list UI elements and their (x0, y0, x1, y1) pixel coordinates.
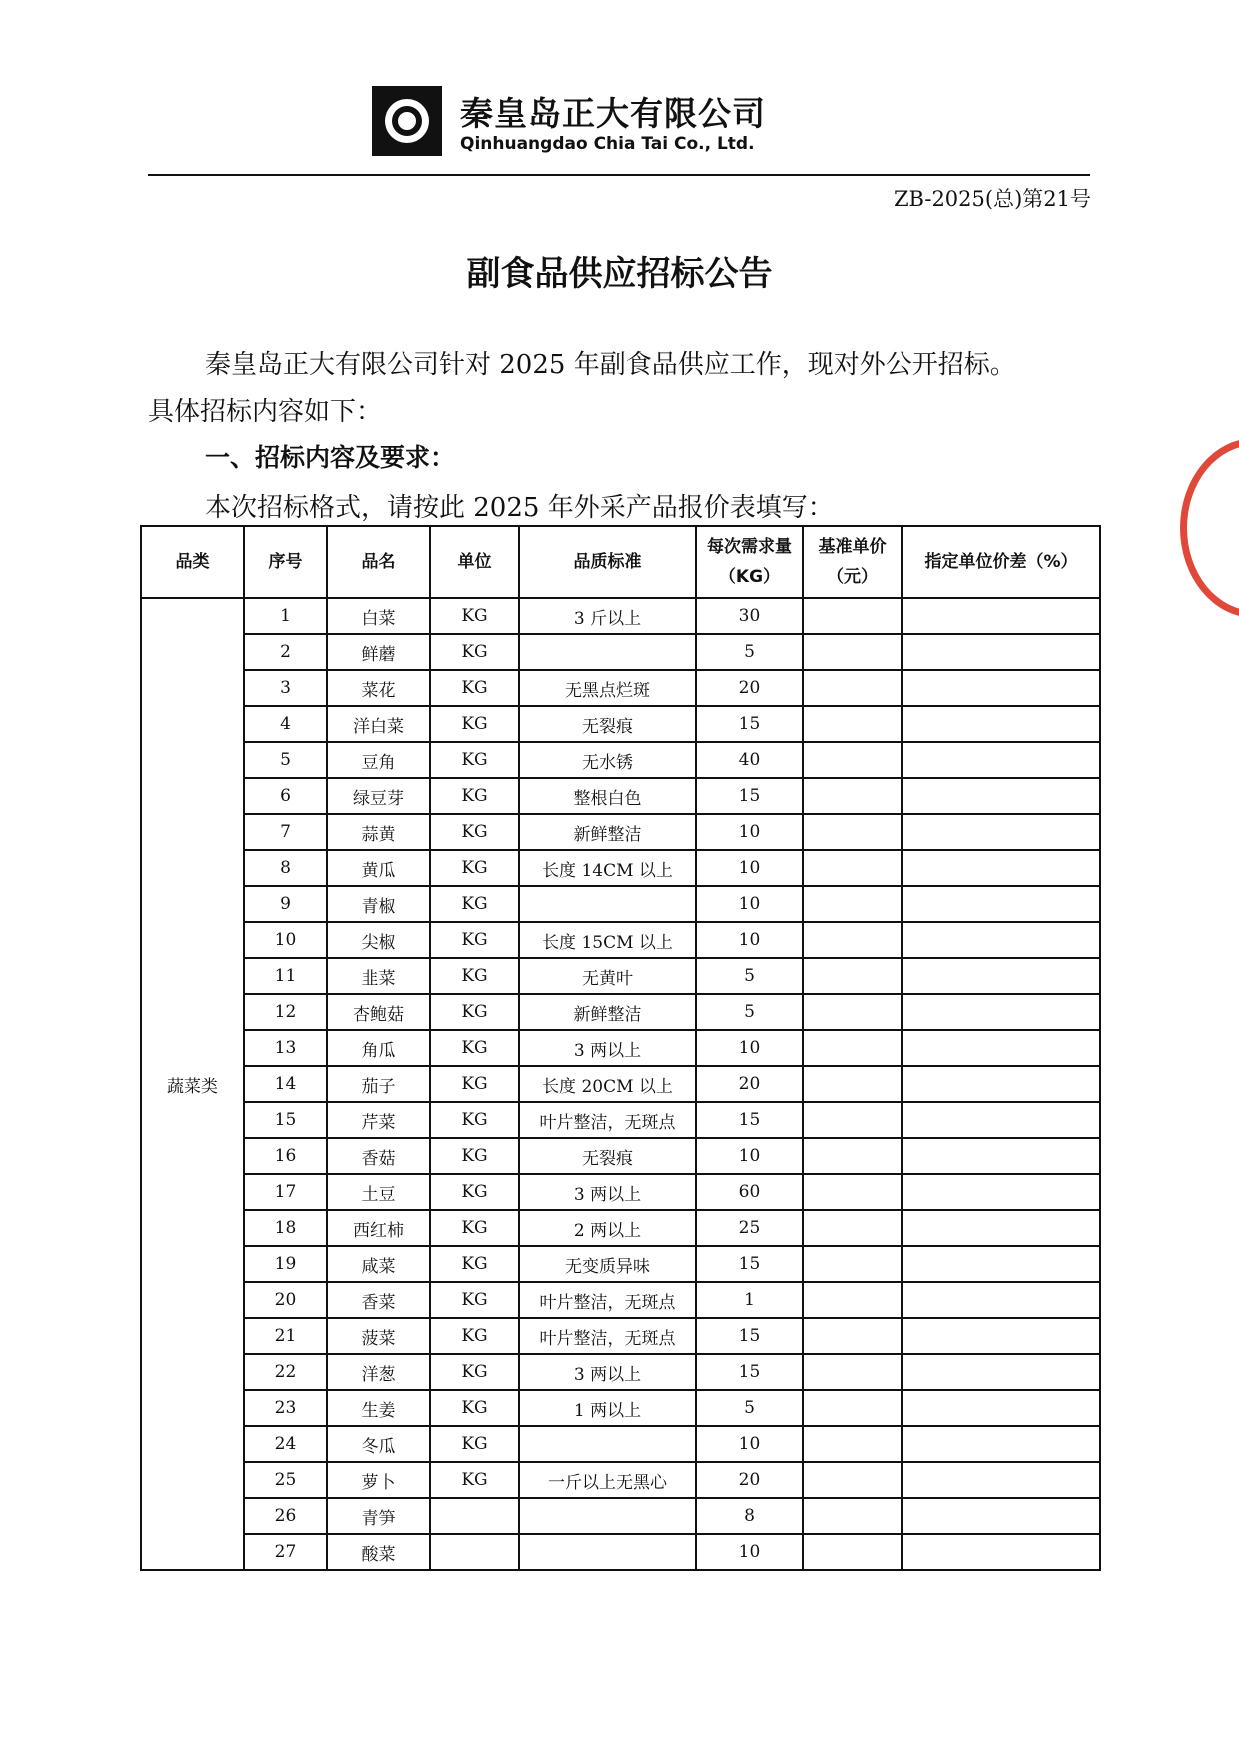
unit-cell: KG (430, 814, 519, 850)
product-name-cell: 青笋 (327, 1498, 430, 1534)
unit-cell: KG (430, 1390, 519, 1426)
quality-standard-cell: 3 两以上 (519, 1354, 696, 1390)
row-number-cell: 6 (244, 778, 327, 814)
product-name-cell: 洋白菜 (327, 706, 430, 742)
quantity-cell: 10 (696, 886, 803, 922)
unit-cell: KG (430, 994, 519, 1030)
row-number-cell: 11 (244, 958, 327, 994)
row-number-cell: 20 (244, 1282, 327, 1318)
quantity-cell: 1 (696, 1282, 803, 1318)
quantity-cell: 20 (696, 1462, 803, 1498)
quality-standard-cell: 叶片整洁，无斑点 (519, 1282, 696, 1318)
row-number-cell: 5 (244, 742, 327, 778)
row-number-cell: 2 (244, 634, 327, 670)
table-row (141, 1246, 1100, 1282)
product-name-cell: 蒜黄 (327, 814, 430, 850)
price-difference-cell (902, 1102, 1100, 1138)
base-price-cell (803, 1426, 902, 1462)
unit-cell: KG (430, 1246, 519, 1282)
unit-cell: KG (430, 1174, 519, 1210)
table-row (141, 958, 1100, 994)
base-price-cell (803, 598, 902, 634)
product-name-cell: 豆角 (327, 742, 430, 778)
column-header: 基准单价（元） (803, 526, 902, 598)
price-difference-cell (902, 850, 1100, 886)
row-number-cell: 3 (244, 670, 327, 706)
product-name-cell: 韭菜 (327, 958, 430, 994)
row-number-cell: 27 (244, 1534, 327, 1570)
quality-standard-cell: 新鲜整洁 (519, 814, 696, 850)
unit-cell (430, 1498, 519, 1534)
row-number-cell: 12 (244, 994, 327, 1030)
table-row (141, 994, 1100, 1030)
price-difference-cell (902, 1138, 1100, 1174)
quantity-cell: 15 (696, 1246, 803, 1282)
price-difference-cell (902, 814, 1100, 850)
table-row (141, 670, 1100, 706)
table-row (141, 778, 1100, 814)
unit-cell: KG (430, 1282, 519, 1318)
unit-cell: KG (430, 850, 519, 886)
row-number-cell: 21 (244, 1318, 327, 1354)
base-price-cell (803, 1534, 902, 1570)
quality-standard-cell (519, 1426, 696, 1462)
row-number-cell: 15 (244, 1102, 327, 1138)
product-name-cell: 酸菜 (327, 1534, 430, 1570)
format-note: 本次招标格式，请按此 2025 年外采产品报价表填写： (205, 493, 834, 523)
intro-line-1: 秦皇岛正大有限公司针对 2025 年副食品供应工作，现对外公开招标。 (205, 350, 1016, 380)
base-price-cell (803, 886, 902, 922)
row-number-cell: 9 (244, 886, 327, 922)
table-row (141, 1138, 1100, 1174)
row-number-cell: 19 (244, 1246, 327, 1282)
table-row (141, 922, 1100, 958)
company-header (372, 86, 792, 166)
product-name-cell: 茄子 (327, 1066, 430, 1102)
company-logo-icon (372, 86, 442, 156)
quality-standard-cell: 无黑点烂斑 (519, 670, 696, 706)
quality-standard-cell: 长度 15CM 以上 (519, 922, 696, 958)
quantity-cell: 10 (696, 850, 803, 886)
base-price-cell (803, 922, 902, 958)
row-number-cell: 7 (244, 814, 327, 850)
row-number-cell: 1 (244, 598, 327, 634)
company-name-en: Qinhuangdao Chia Tai Co., Ltd. (460, 134, 755, 154)
table-row (141, 706, 1100, 742)
base-price-cell (803, 778, 902, 814)
table-row (141, 1282, 1100, 1318)
quantity-cell: 10 (696, 922, 803, 958)
unit-cell: KG (430, 886, 519, 922)
price-difference-cell (902, 742, 1100, 778)
unit-cell: KG (430, 670, 519, 706)
unit-cell: KG (430, 922, 519, 958)
row-number-cell: 23 (244, 1390, 327, 1426)
quality-standard-cell: 一斤以上无黑心 (519, 1462, 696, 1498)
base-price-cell (803, 634, 902, 670)
price-difference-cell (902, 598, 1100, 634)
table-row (141, 1174, 1100, 1210)
unit-cell: KG (430, 778, 519, 814)
base-price-cell (803, 1318, 902, 1354)
table-header-row (141, 526, 1100, 598)
quality-standard-cell: 叶片整洁，无斑点 (519, 1102, 696, 1138)
table-row (141, 886, 1100, 922)
price-difference-cell (902, 1246, 1100, 1282)
product-name-cell: 洋葱 (327, 1354, 430, 1390)
row-number-cell: 24 (244, 1426, 327, 1462)
base-price-cell (803, 994, 902, 1030)
row-number-cell: 8 (244, 850, 327, 886)
price-difference-cell (902, 1030, 1100, 1066)
table-row (141, 634, 1100, 670)
price-difference-cell (902, 1462, 1100, 1498)
price-difference-cell (902, 958, 1100, 994)
row-number-cell: 26 (244, 1498, 327, 1534)
product-name-cell: 生姜 (327, 1390, 430, 1426)
table-row (141, 1354, 1100, 1390)
product-name-cell: 菠菜 (327, 1318, 430, 1354)
column-header: 品质标准 (519, 526, 696, 598)
product-name-cell: 芹菜 (327, 1102, 430, 1138)
row-number-cell: 22 (244, 1354, 327, 1390)
table-row (141, 1426, 1100, 1462)
base-price-cell (803, 1030, 902, 1066)
product-name-cell: 绿豆芽 (327, 778, 430, 814)
unit-cell: KG (430, 1102, 519, 1138)
quality-standard-cell: 无黄叶 (519, 958, 696, 994)
product-name-cell: 青椒 (327, 886, 430, 922)
header-divider (148, 174, 1090, 176)
product-name-cell: 香菇 (327, 1138, 430, 1174)
document-number: ZB-2025(总)第21号 (893, 187, 1091, 211)
product-name-cell: 黄瓜 (327, 850, 430, 886)
price-difference-cell (902, 922, 1100, 958)
row-number-cell: 4 (244, 706, 327, 742)
quantity-cell: 10 (696, 814, 803, 850)
price-difference-cell (902, 1318, 1100, 1354)
quantity-cell: 8 (696, 1498, 803, 1534)
base-price-cell (803, 1246, 902, 1282)
price-difference-cell (902, 1390, 1100, 1426)
quantity-cell: 20 (696, 1066, 803, 1102)
table-row (141, 1318, 1100, 1354)
company-name-cn: 秦皇岛正大有限公司 (460, 94, 766, 133)
quantity-cell: 15 (696, 706, 803, 742)
row-number-cell: 14 (244, 1066, 327, 1102)
base-price-cell (803, 742, 902, 778)
unit-cell: KG (430, 742, 519, 778)
table-row (141, 1462, 1100, 1498)
page-title: 副食品供应招标公告 (466, 254, 773, 294)
quality-standard-cell: 1 两以上 (519, 1390, 696, 1426)
quantity-cell: 15 (696, 1102, 803, 1138)
quantity-cell: 30 (696, 598, 803, 634)
table-row (141, 1210, 1100, 1246)
table-row (141, 742, 1100, 778)
row-number-cell: 10 (244, 922, 327, 958)
column-header: 序号 (244, 526, 327, 598)
quantity-cell: 25 (696, 1210, 803, 1246)
quantity-cell: 40 (696, 742, 803, 778)
quantity-cell: 20 (696, 670, 803, 706)
unit-cell: KG (430, 1210, 519, 1246)
quantity-cell: 5 (696, 994, 803, 1030)
unit-cell: KG (430, 1462, 519, 1498)
quality-standard-cell: 无裂痕 (519, 706, 696, 742)
quality-standard-cell: 新鲜整洁 (519, 994, 696, 1030)
table-row (141, 1030, 1100, 1066)
product-name-cell: 白菜 (327, 598, 430, 634)
base-price-cell (803, 1498, 902, 1534)
unit-cell: KG (430, 1354, 519, 1390)
row-number-cell: 13 (244, 1030, 327, 1066)
price-difference-cell (902, 886, 1100, 922)
price-difference-cell (902, 1354, 1100, 1390)
base-price-cell (803, 814, 902, 850)
quality-standard-cell: 整根白色 (519, 778, 696, 814)
quantity-cell: 5 (696, 1390, 803, 1426)
intro-line-2: 具体招标内容如下： (148, 397, 383, 427)
section-heading: 一、招标内容及要求： (205, 443, 456, 472)
unit-cell: KG (430, 958, 519, 994)
row-number-cell: 18 (244, 1210, 327, 1246)
product-name-cell: 杏鲍菇 (327, 994, 430, 1030)
column-header: 品类 (141, 526, 244, 598)
quality-standard-cell: 长度 20CM 以上 (519, 1066, 696, 1102)
column-header: 单位 (430, 526, 519, 598)
price-difference-cell (902, 778, 1100, 814)
unit-cell: KG (430, 1318, 519, 1354)
unit-cell: KG (430, 1138, 519, 1174)
quotation-table (140, 525, 1101, 1571)
base-price-cell (803, 1138, 902, 1174)
base-price-cell (803, 1174, 902, 1210)
row-number-cell: 17 (244, 1174, 327, 1210)
base-price-cell (803, 1462, 902, 1498)
price-difference-cell (902, 1174, 1100, 1210)
base-price-cell (803, 958, 902, 994)
price-difference-cell (902, 1426, 1100, 1462)
quantity-cell: 5 (696, 958, 803, 994)
company-seal-stamp (1180, 438, 1239, 618)
price-difference-cell (902, 670, 1100, 706)
price-difference-cell (902, 994, 1100, 1030)
table-row (141, 1066, 1100, 1102)
quantity-cell: 10 (696, 1426, 803, 1462)
base-price-cell (803, 1390, 902, 1426)
base-price-cell (803, 706, 902, 742)
quantity-cell: 15 (696, 1354, 803, 1390)
quality-standard-cell (519, 1498, 696, 1534)
product-name-cell: 鲜蘑 (327, 634, 430, 670)
quantity-cell: 60 (696, 1174, 803, 1210)
table-row (141, 1390, 1100, 1426)
quality-standard-cell: 无裂痕 (519, 1138, 696, 1174)
table-row (141, 1534, 1100, 1570)
quality-standard-cell: 2 两以上 (519, 1210, 696, 1246)
price-difference-cell (902, 706, 1100, 742)
price-difference-cell (902, 1282, 1100, 1318)
unit-cell: KG (430, 1030, 519, 1066)
price-difference-cell (902, 1210, 1100, 1246)
row-number-cell: 25 (244, 1462, 327, 1498)
quantity-cell: 5 (696, 634, 803, 670)
column-header: 品名 (327, 526, 430, 598)
unit-cell: KG (430, 1426, 519, 1462)
base-price-cell (803, 850, 902, 886)
column-header: 每次需求量（KG） (696, 526, 803, 598)
base-price-cell (803, 1354, 902, 1390)
quality-standard-cell (519, 1534, 696, 1570)
quality-standard-cell: 无水锈 (519, 742, 696, 778)
unit-cell: KG (430, 634, 519, 670)
quality-standard-cell: 3 斤以上 (519, 598, 696, 634)
column-header: 指定单位价差（%） (902, 526, 1100, 598)
quality-standard-cell: 3 两以上 (519, 1174, 696, 1210)
product-name-cell: 菜花 (327, 670, 430, 706)
unit-cell: KG (430, 706, 519, 742)
base-price-cell (803, 1102, 902, 1138)
price-difference-cell (902, 634, 1100, 670)
unit-cell: KG (430, 598, 519, 634)
table-row (141, 1102, 1100, 1138)
base-price-cell (803, 670, 902, 706)
quantity-cell: 10 (696, 1030, 803, 1066)
quality-standard-cell: 无变质异味 (519, 1246, 696, 1282)
product-name-cell: 尖椒 (327, 922, 430, 958)
product-name-cell: 香菜 (327, 1282, 430, 1318)
quality-standard-cell: 叶片整洁，无斑点 (519, 1318, 696, 1354)
table-row (141, 814, 1100, 850)
base-price-cell (803, 1282, 902, 1318)
price-difference-cell (902, 1066, 1100, 1102)
category-cell: 蔬菜类 (141, 598, 244, 1570)
product-name-cell: 冬瓜 (327, 1426, 430, 1462)
quality-standard-cell: 3 两以上 (519, 1030, 696, 1066)
unit-cell: KG (430, 1066, 519, 1102)
base-price-cell (803, 1210, 902, 1246)
row-number-cell: 16 (244, 1138, 327, 1174)
product-name-cell: 西红柿 (327, 1210, 430, 1246)
quality-standard-cell: 长度 14CM 以上 (519, 850, 696, 886)
quantity-cell: 15 (696, 778, 803, 814)
product-name-cell: 角瓜 (327, 1030, 430, 1066)
table-row (141, 850, 1100, 886)
product-name-cell: 咸菜 (327, 1246, 430, 1282)
base-price-cell (803, 1066, 902, 1102)
table-row (141, 1498, 1100, 1534)
quantity-cell: 10 (696, 1138, 803, 1174)
product-name-cell: 萝卜 (327, 1462, 430, 1498)
product-name-cell: 土豆 (327, 1174, 430, 1210)
quantity-cell: 15 (696, 1318, 803, 1354)
unit-cell (430, 1534, 519, 1570)
quality-standard-cell (519, 634, 696, 670)
quantity-cell: 10 (696, 1534, 803, 1570)
quality-standard-cell (519, 886, 696, 922)
price-difference-cell (902, 1534, 1100, 1570)
table-row (141, 598, 1100, 634)
price-difference-cell (902, 1498, 1100, 1534)
